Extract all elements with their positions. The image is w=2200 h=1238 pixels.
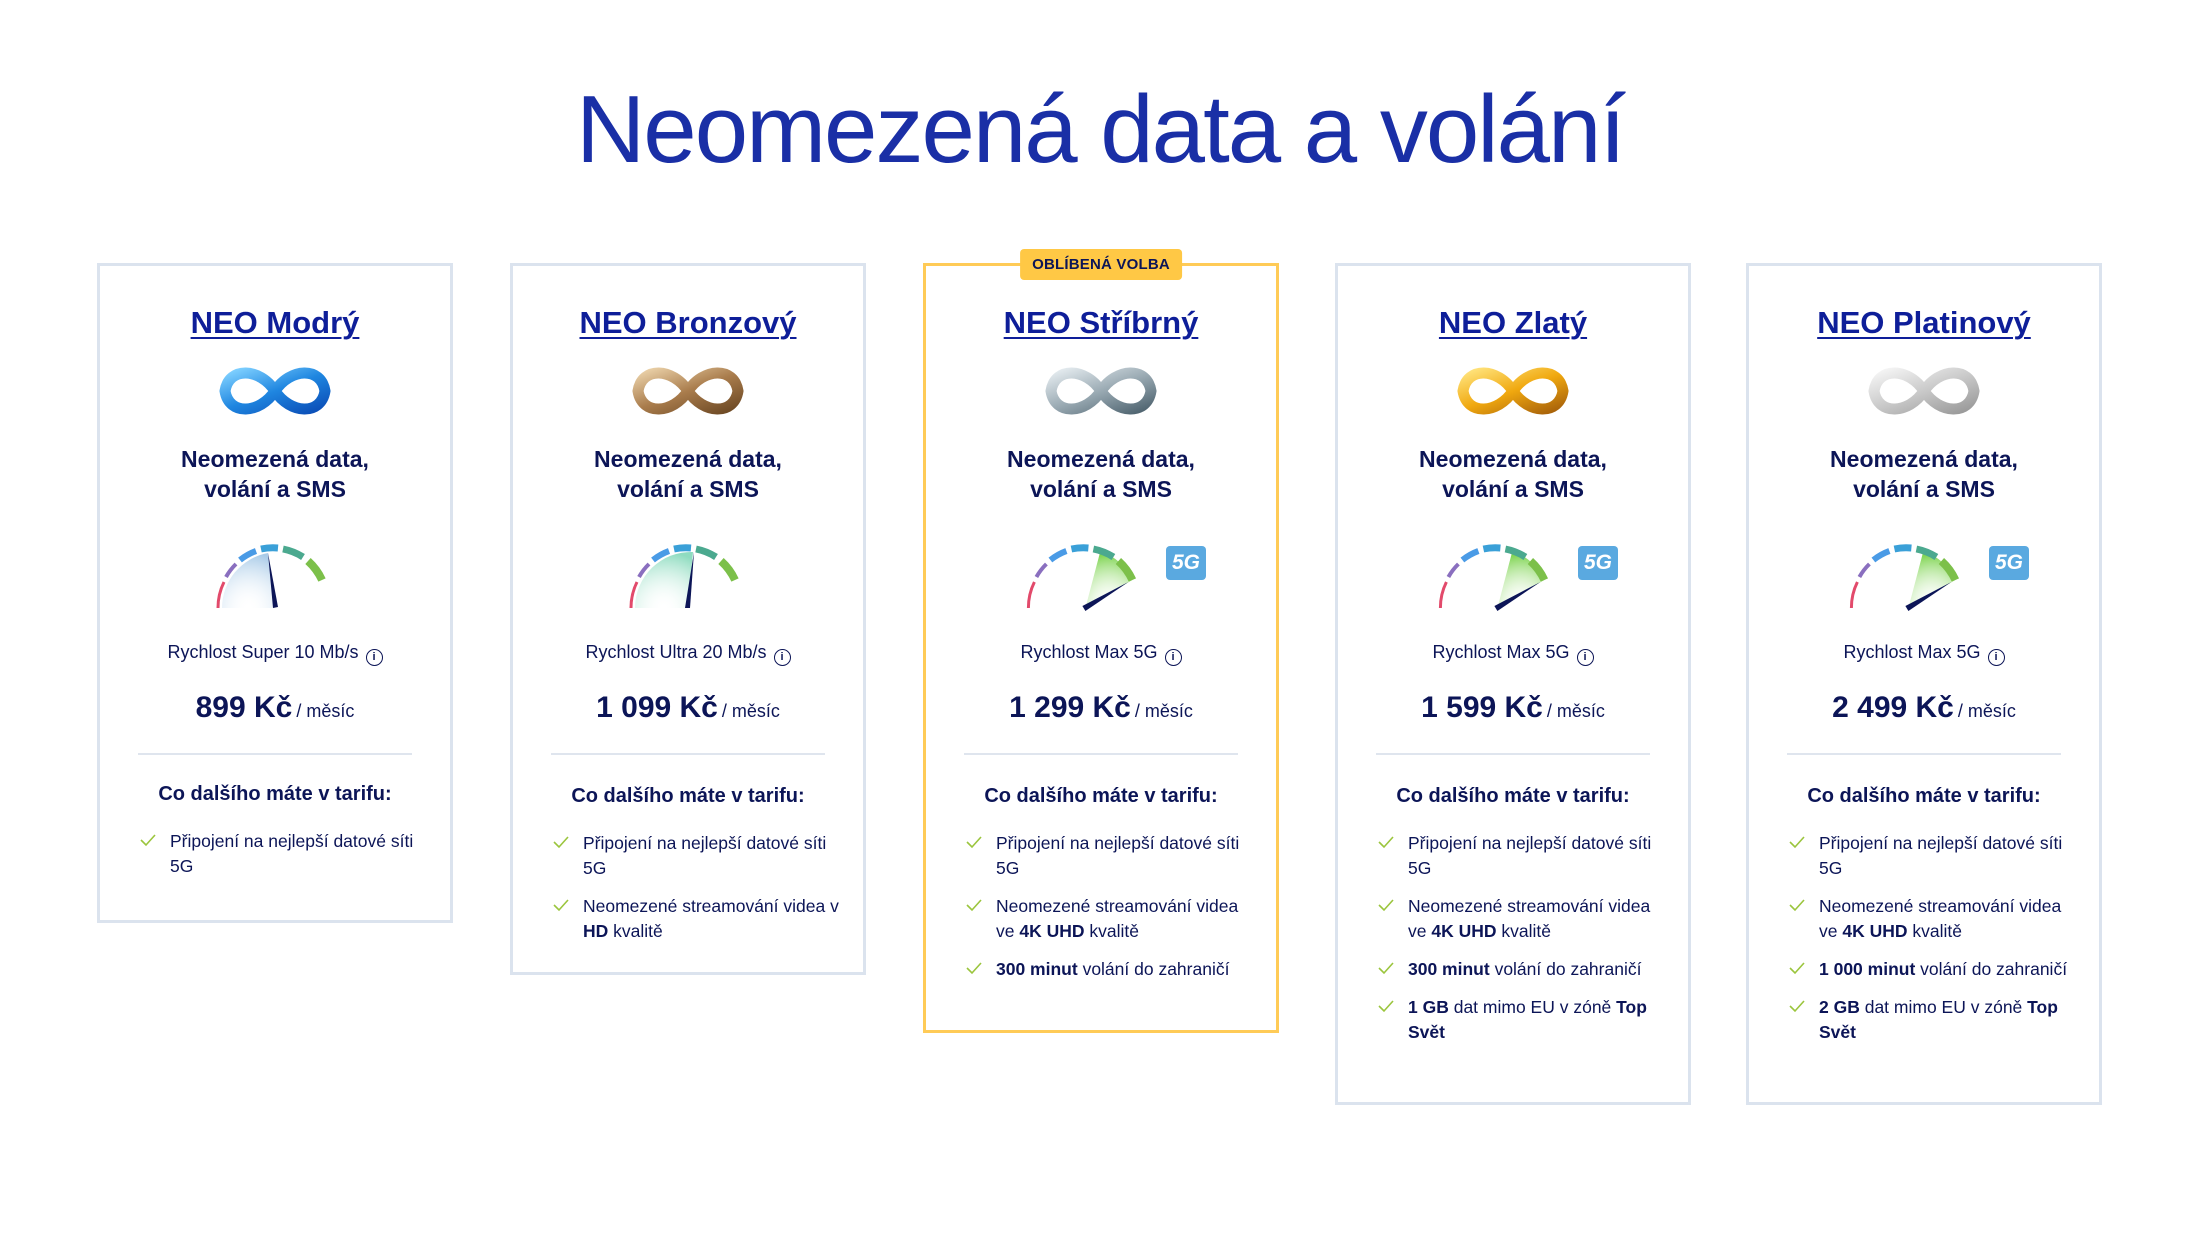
feature-list [100, 829, 450, 879]
extras-title: Co dalšího máte v tarifu: [1396, 785, 1630, 807]
plan-subtitle: Neomezená data, volání a SMS [594, 446, 782, 502]
plan-card-neo-modry [97, 263, 453, 923]
check-icon [553, 835, 569, 849]
plan-name-link[interactable]: NEO Modrý [190, 305, 360, 340]
extras-title: Co dalšího máte v tarifu: [158, 783, 392, 805]
check-icon [140, 833, 156, 847]
check-icon [966, 898, 982, 912]
extras-title: Co dalšího máte v tarifu: [984, 785, 1218, 807]
feature-item: 1 GB dat mimo EU v zóně Top Svět [1338, 995, 1688, 1045]
check-icon [966, 835, 982, 849]
feature-item: Neomezené streamování videa ve 4K UHD kvalitě [926, 894, 1276, 944]
price: 899 Kč / měsíc [195, 691, 355, 724]
feature-item: 2 GB dat mimo EU v zóně Top Svět [1749, 995, 2099, 1045]
plan-name-link[interactable]: NEO Zlatý [1438, 305, 1588, 340]
plan-name-link[interactable]: NEO Platinový [1817, 305, 2031, 340]
plan-name-link[interactable]: NEO Stříbrný [1003, 305, 1199, 340]
speedometer-icon [210, 530, 340, 612]
infinity-blue-icon [215, 360, 335, 422]
plan-subtitle: Neomezená data, volání a SMS [181, 446, 369, 502]
speedometer-icon [1432, 530, 1562, 612]
price: 1 599 Kč / měsíc [1421, 691, 1605, 724]
check-icon [1789, 898, 1805, 912]
check-icon [1378, 961, 1394, 975]
speedometer-icon [1020, 530, 1150, 612]
divider [551, 753, 825, 755]
feature-item: Neomezené streamování videa ve 4K UHD kvalitě [1749, 894, 2099, 944]
speed-label: Rychlost Max 5G i [926, 640, 1276, 666]
plan-subtitle: Neomezená data, volání a SMS [1830, 446, 2018, 502]
price: 2 499 Kč / měsíc [1832, 691, 2016, 724]
check-icon [1378, 898, 1394, 912]
info-icon[interactable]: i [1165, 649, 1182, 666]
feature-list [1749, 831, 2099, 1045]
speed-label: Rychlost Ultra 20 Mb/s i [513, 640, 863, 666]
extras-title: Co dalšího máte v tarifu: [571, 785, 805, 807]
price: 1 099 Kč / měsíc [596, 691, 780, 724]
divider [138, 753, 412, 755]
speed-label: Rychlost Super 10 Mb/s i [100, 640, 450, 666]
plan-name-link[interactable]: NEO Bronzový [579, 305, 797, 340]
check-icon [1789, 961, 1805, 975]
speed-gauge [1749, 530, 2099, 612]
5g-badge: 5G [1578, 546, 1618, 580]
feature-list [1338, 831, 1688, 1045]
speed-gauge [100, 530, 450, 612]
divider [1787, 753, 2061, 755]
infinity-gold-icon [1453, 360, 1573, 422]
divider [1376, 753, 1650, 755]
check-icon [1789, 835, 1805, 849]
5g-badge: 5G [1166, 546, 1206, 580]
speedometer-icon [1843, 530, 1973, 612]
feature-item: Připojení na nejlepší datové síti 5G [1749, 831, 2099, 881]
info-icon[interactable]: i [1577, 649, 1594, 666]
check-icon [1378, 999, 1394, 1013]
check-icon [1789, 999, 1805, 1013]
feature-item: 300 minut volání do zahraničí [1338, 957, 1688, 982]
infinity-platinum-icon [1864, 360, 1984, 422]
plan-card-neo-zlaty [1335, 263, 1691, 1105]
plan-subtitle: Neomezená data, volání a SMS [1419, 446, 1607, 502]
feature-list [926, 831, 1276, 982]
plan-subtitle: Neomezená data, volání a SMS [1007, 446, 1195, 502]
speed-label: Rychlost Max 5G i [1749, 640, 2099, 666]
speed-gauge [513, 530, 863, 612]
info-icon[interactable]: i [774, 649, 791, 666]
speed-gauge [926, 530, 1276, 612]
speed-gauge [1338, 530, 1688, 612]
feature-item: 300 minut volání do zahraničí [926, 957, 1276, 982]
price: 1 299 Kč / měsíc [1009, 691, 1193, 724]
speed-label: Rychlost Max 5G i [1338, 640, 1688, 666]
extras-title: Co dalšího máte v tarifu: [1807, 785, 2041, 807]
feature-item: Neomezené streamování videa ve 4K UHD kvalitě [1338, 894, 1688, 944]
info-icon[interactable]: i [1988, 649, 2005, 666]
feature-item: Připojení na nejlepší datové síti 5G [100, 829, 450, 879]
popular-choice-badge: OBLÍBENÁ VOLBA [1020, 249, 1182, 280]
check-icon [1378, 835, 1394, 849]
check-icon [553, 898, 569, 912]
infinity-bronze-icon [628, 360, 748, 422]
divider [964, 753, 1238, 755]
check-icon [966, 961, 982, 975]
5g-badge: 5G [1989, 546, 2029, 580]
feature-item: Připojení na nejlepší datové síti 5G [926, 831, 1276, 881]
feature-item: 1 000 minut volání do zahraničí [1749, 957, 2099, 982]
plan-card-neo-stribrny [923, 256, 1279, 1033]
feature-item: Neomezené streamování videa v HD kvalitě [513, 894, 863, 944]
info-icon[interactable]: i [366, 649, 383, 666]
feature-item: Připojení na nejlepší datové síti 5G [1338, 831, 1688, 881]
feature-list [513, 831, 863, 944]
plan-card-neo-bronzovy [510, 263, 866, 975]
speedometer-icon [623, 530, 753, 612]
infinity-silver-icon [1041, 360, 1161, 422]
page-title: Neomezená data a volání [575, 76, 1625, 183]
feature-item: Připojení na nejlepší datové síti 5G [513, 831, 863, 881]
plan-card-neo-platinovy [1746, 263, 2102, 1105]
